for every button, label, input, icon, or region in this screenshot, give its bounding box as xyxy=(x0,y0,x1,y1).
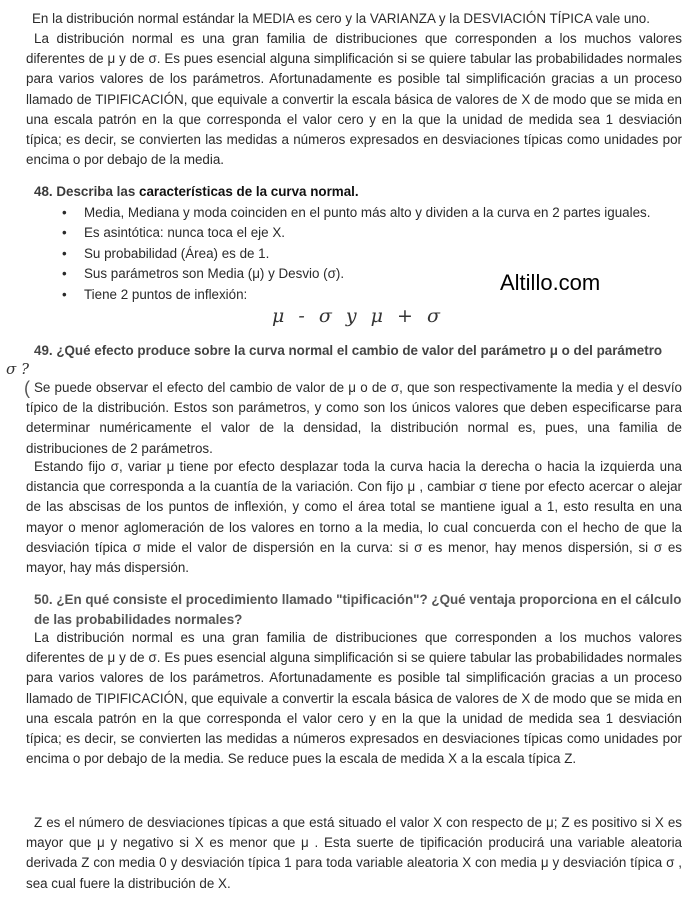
list-item: • Su probabilidad (Área) es de 1. xyxy=(62,244,682,264)
bullet-icon: • xyxy=(62,266,67,282)
handwritten-inflexion-points: μ - σ y μ + σ xyxy=(272,305,444,327)
bullet-icon: • xyxy=(62,286,67,302)
question-49-paragraph-2: Estando fijo σ, variar μ tiene por efecto desplazar toda la curva hacia la derecha o hacia la izquierda una distancia que corresponda a la cuantía de la variación. Con fijo μ , cambiar σ tiene por efecto acercar o alejar de las abscisas de los puntos de inflexión, y como el área total se mantiene igual a 1, esto resulta en una mayor o menor aglomeración de los valores en torno a la media, lo cual concuerda con el hecho de que la desviación típica σ mide el valor de dispersión en la curva: si σ es menor, hay menos dispersión, si σ es mayor, hay más dispersión. xyxy=(26,459,682,576)
handwritten-sigma-note: σ ? xyxy=(6,360,30,378)
handwritten-bracket-icon: ( xyxy=(24,378,30,398)
intro-line: En la distribución normal estándar la MEDIA es cero y la VARIANZA y la DESVIACIÓN TÍPICA vale uno. xyxy=(32,11,650,26)
list-item: • Tiene 2 puntos de inflexión: xyxy=(62,285,682,305)
question-50-paragraph-1: La distribución normal es una gran familia de distribuciones que corresponden a los muchos valores diferentes de μ y de σ. Es pues esencial alguna simplificación si se quiere tabular las probabilidades normales para varios valores de los parámetros. Afortunadamente es posible tal simplificación gracias a un proceso llamado de TIPIFICACIÓN, que equivale a convertir la escala básica de valores de X de modo que se mida en una escala patrón en la que corresponda el valor cero y en la que la unidad de medida sea 1 desviación típica; es decir, se convierten las medidas a números expresados en desviaciones típicas como unidades por encima o por debajo de la media. Se reduce pues la escala de medida X a la escala típica Z. xyxy=(26,630,682,767)
list-item: • Es asintótica: nunca toca el eje X. xyxy=(62,223,682,243)
question-50-heading: 50. ¿En qué consiste el procedimiento llamado "tipificación"? ¿Qué ventaja proporciona en el cálculo de las probabilidades normales? xyxy=(34,592,682,627)
question-48-text-b: características de la curva normal. xyxy=(139,184,359,199)
bullet-icon: • xyxy=(62,225,67,241)
list-item: • Sus parámetros son Media (μ) y Desvio (σ). xyxy=(62,264,682,284)
question-48-text-a: Describa las xyxy=(56,184,139,199)
intro-paragraph: La distribución normal es una gran familia de distribuciones que corresponden a los muchos valores diferentes de μ y de σ. Es pues esencial alguna simplificación si se quiere tabular las probabilidades normales para varios valores de los parámetros. Afortunadamente es posible tal simplificación gracias a un proceso llamado de TIPIFICACIÓN, que equivale a convertir la escala básica de valores de X de modo que se mida en una escala patrón en la que corresponda el valor cero y en la que la unidad de medida sea 1 desviación típica; es decir, se convierten las medidas a números expresados en desviaciones típicas como unidades por encima o por debajo de la media. xyxy=(26,31,682,168)
question-48-heading xyxy=(34,182,684,202)
question-49-paragraph-1: Se puede observar el efecto del cambio de valor de μ o de σ, que son respectivamente la media y el desvío típico de la distribución. Estos son parámetros, y como son los únicos valores que deben especificarse para determinar numéricamente el valor de la densidad, la distribución normal es, pues, una familia de distribuciones de 2 parámetros. xyxy=(26,380,682,456)
question-48-number: 48. xyxy=(34,184,53,199)
bullet-icon: • xyxy=(62,245,67,261)
question-49-heading: 49. ¿Qué efecto produce sobre la curva normal el cambio de valor del parámetro μ o del parámetro xyxy=(34,343,663,358)
bullet-icon: • xyxy=(62,205,67,220)
list-item: • Media, Mediana y moda coinciden en el punto más alto y dividen a la curva en 2 partes iguales. xyxy=(62,203,682,223)
question-50-paragraph-2: Z es el número de desviaciones típicas a que está situado el valor X con respecto de μ; Z es positivo si X es mayor que μ y negativo si X es menor que μ . Esta suerte de tipificación producirá una variable aleatoria derivada Z con media 0 y desviación típica 1 para toda variable aleatoria X con media μ y desviación típica σ , sea cual fuere la distribución de X. xyxy=(26,815,682,891)
watermark: Altillo.com xyxy=(500,270,601,295)
